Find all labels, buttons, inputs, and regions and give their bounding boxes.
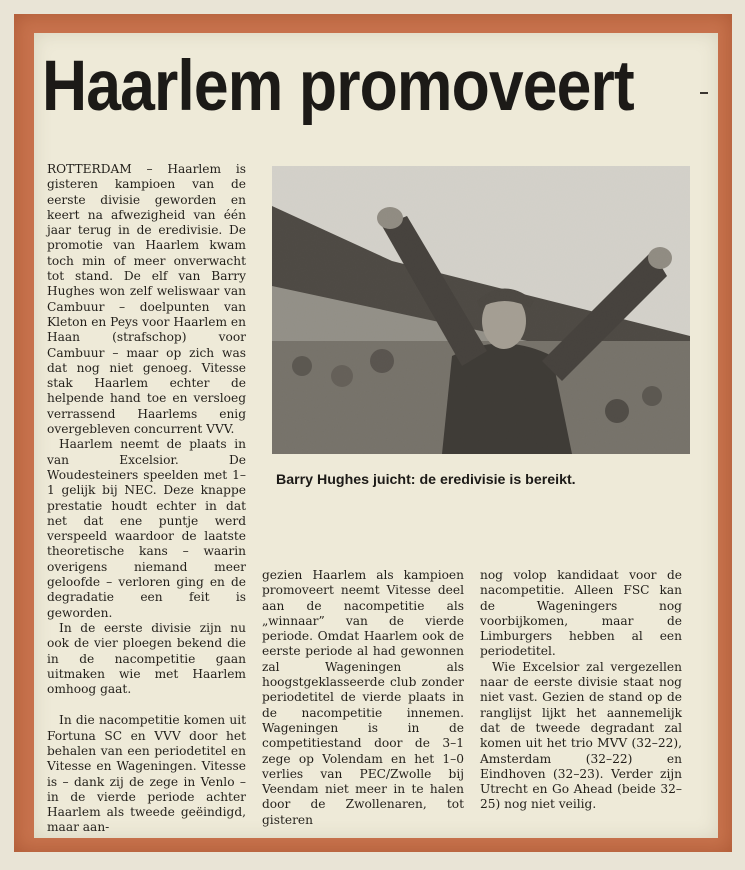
article-column-3 bbox=[480, 568, 682, 813]
article-paragraph-7: Wie Excelsior zal vergezellen naar de eerste divisie staat nog niet vast. Gezien de stand op de ranglijst lijkt het aannemelijk dat de tweede degradant zal komen uit het trio MVV (32–22), Amsterdam (32–22) en Eindhoven (32–23). Verder zijn Utrecht en Go Ahead (beide 32–25) nog niet veilig. bbox=[480, 659, 682, 812]
article-paragraph-5: gezien Haarlem als kampioen promoveert neemt Vitesse deel aan de nacompetitie als „winnaar” van de vierde periode. Omdat Haarlem ook de eerste periode al had gewonnen zal Wageningen als hoogstgeklasseerde club zonder periodetitel de vierde plaats in de nacompetitie innemen. Wageningen is in de competitiestand door de 3–1 zege op Volendam en het 1–0 verlies van PEC/Zwolle bij Veendam niet meer in te halen door de Zwollenaren, tot gisteren bbox=[262, 568, 464, 827]
decorative-dash bbox=[700, 92, 708, 94]
article-paragraph-4: In die nacompetitie komen uit Fortuna SC en VVV door het behalen van een periodetitel en Vitesse en Wageningen. Vitesse is – dank zij de zege in Venlo – in de vierde periode achter Haarlem als tweede geëindigd, maar aan- bbox=[47, 713, 246, 835]
headline: Haarlem promoveert bbox=[42, 47, 634, 126]
article-column-2 bbox=[262, 568, 464, 828]
news-photo bbox=[272, 166, 690, 454]
article-paragraph-3: In de eerste divisie zijn nu ook de vier ploegen bekend die in de nacompetitie gaan uitmaken wie met Haarlem omhoog gaat. bbox=[47, 620, 246, 697]
dateline: ROTTERDAM bbox=[47, 162, 132, 176]
article-paragraph-2: Haarlem neemt de plaats in van Excelsior. De Woudesteiners speelden met 1–1 gelijk bij NEC. Deze knappe prestatie houdt echter in dat net dat ene puntje werd verspeeld waardoor de laatste theoretische kans – waarin overigens niemand meer geloofde – verloren ging en de degradatie een feit is geworden. bbox=[47, 437, 246, 620]
article-paragraph-1 bbox=[47, 162, 246, 437]
photo-caption: Barry Hughes juicht: de eredivisie is bereikt. bbox=[276, 472, 576, 488]
article-paragraph-6: nog volop kandidaat voor de nacompetitie. Alleen FSC kan de Wageningers nog voorbijkomen, maar de Limburgers hebben al een periodetitel. bbox=[480, 568, 682, 659]
lead-text: – Haarlem is gisteren kampioen van de eerste divisie geworden en keert na afwezigheid van één jaar terug in de eredivisie. De promotie van Haarlem kwam toch min of meer onverwacht tot stand. De elf van Barry Hughes won zelf weliswaar van Cambuur – doelpunten van Kleton en Peys voor Haarlem en Haan (strafschop) voor Cambuur – maar op zich was dat nog niet genoeg. Vitesse stak Haarlem echter de helpende hand toe en versloeg verrassend Haarlems enig overgebleven concurrent VVV. bbox=[47, 162, 246, 437]
photo-illustration bbox=[272, 166, 690, 454]
article-column-1 bbox=[47, 162, 246, 836]
